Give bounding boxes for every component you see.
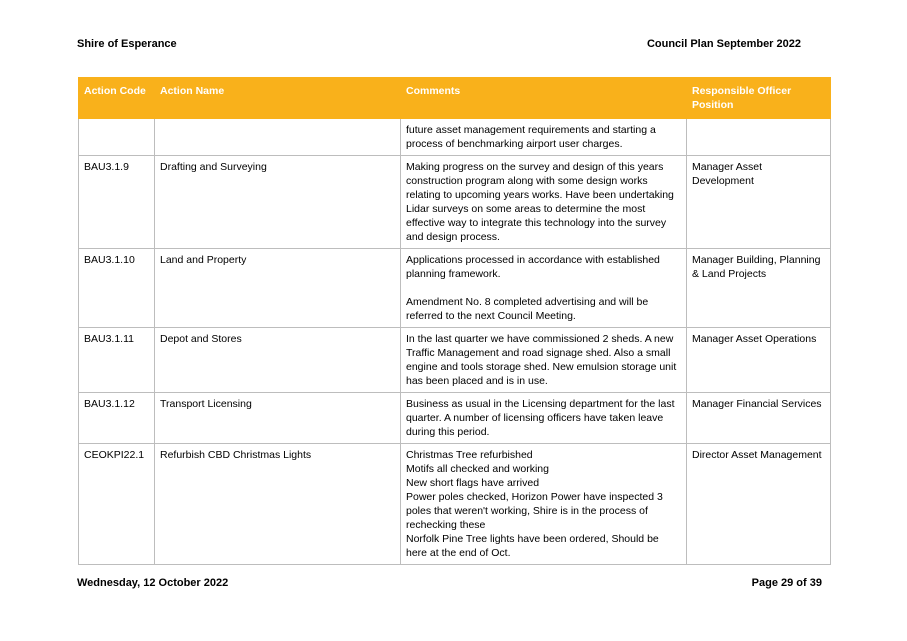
comment-spacer — [406, 281, 681, 295]
action-code-cell: BAU3.1.9 — [79, 156, 155, 249]
action-name-cell: Depot and Stores — [155, 328, 401, 393]
comment-line: Applications processed in accordance with established planning framework. — [406, 254, 660, 280]
footer-date: Wednesday, 12 October 2022 — [77, 577, 229, 589]
comment-line: Amendment No. 8 completed advertising and will be referred to the next Council Meeting. — [406, 296, 649, 322]
footer-page-number: Page 29 of 39 — [751, 577, 822, 589]
comment-line: Norfolk Pine Tree lights have been ordered, Should be here at the end of Oct. — [406, 533, 659, 559]
table-row — [79, 119, 831, 156]
comment-line: Making progress on the survey and design of this years construction program along with some design works relating to upcoming years works. Have been undertaking Lidar surveys on some areas to determine the most effective way to integrate this technology into the survey and design process. — [406, 161, 674, 243]
officer-cell: Manager Financial Services — [687, 393, 831, 444]
action-code-cell — [79, 119, 155, 156]
officer-cell: Director Asset Management — [687, 444, 831, 565]
table-row — [79, 444, 831, 565]
comments-cell — [401, 119, 687, 156]
column-header-action-code: Action Code — [79, 78, 155, 119]
table-row — [79, 249, 831, 328]
officer-cell: Manager Asset Development — [687, 156, 831, 249]
action-name-cell — [155, 119, 401, 156]
comments-cell — [401, 444, 687, 565]
comments-cell — [401, 328, 687, 393]
table-header-row — [79, 78, 831, 119]
action-code-cell: BAU3.1.10 — [79, 249, 155, 328]
action-table — [78, 77, 831, 565]
action-name-cell: Land and Property — [155, 249, 401, 328]
officer-cell: Manager Asset Operations — [687, 328, 831, 393]
column-header-action-name: Action Name — [155, 78, 401, 119]
column-header-comments: Comments — [401, 78, 687, 119]
comment-line: future asset management requirements and starting a process of benchmarking airport user charges. — [406, 124, 656, 150]
comment-line: Christmas Tree refurbished — [406, 449, 533, 461]
officer-cell — [687, 119, 831, 156]
comments-cell — [401, 156, 687, 249]
table-row — [79, 393, 831, 444]
action-code-cell: BAU3.1.12 — [79, 393, 155, 444]
action-code-cell: BAU3.1.11 — [79, 328, 155, 393]
table-row — [79, 156, 831, 249]
action-name-cell: Refurbish CBD Christmas Lights — [155, 444, 401, 565]
comment-line: Power poles checked, Horizon Power have inspected 3 poles that weren't working, Shire is in the process of rechecking these — [406, 491, 663, 531]
officer-cell: Manager Building, Planning & Land Projects — [687, 249, 831, 328]
comments-cell — [401, 393, 687, 444]
comment-line: Motifs all checked and working — [406, 463, 549, 475]
comments-cell — [401, 249, 687, 328]
table-row — [79, 328, 831, 393]
comment-line: New short flags have arrived — [406, 477, 540, 489]
comment-line: Business as usual in the Licensing department for the last quarter. A number of licensing officers have taken leave during this period. — [406, 398, 675, 438]
action-name-cell: Transport Licensing — [155, 393, 401, 444]
document-header-organization: Shire of Esperance — [77, 38, 177, 50]
action-name-cell: Drafting and Surveying — [155, 156, 401, 249]
action-code-cell: CEOKPI22.1 — [79, 444, 155, 565]
comment-line: In the last quarter we have commissioned 2 sheds. A new Traffic Management and road signage shed. Also a small engine and tools storage shed. New emulsion storage unit has been placed and is in use. — [406, 333, 677, 387]
column-header-responsible-officer: Responsible Officer Position — [687, 78, 831, 119]
document-header-title: Council Plan September 2022 — [646, 38, 801, 50]
